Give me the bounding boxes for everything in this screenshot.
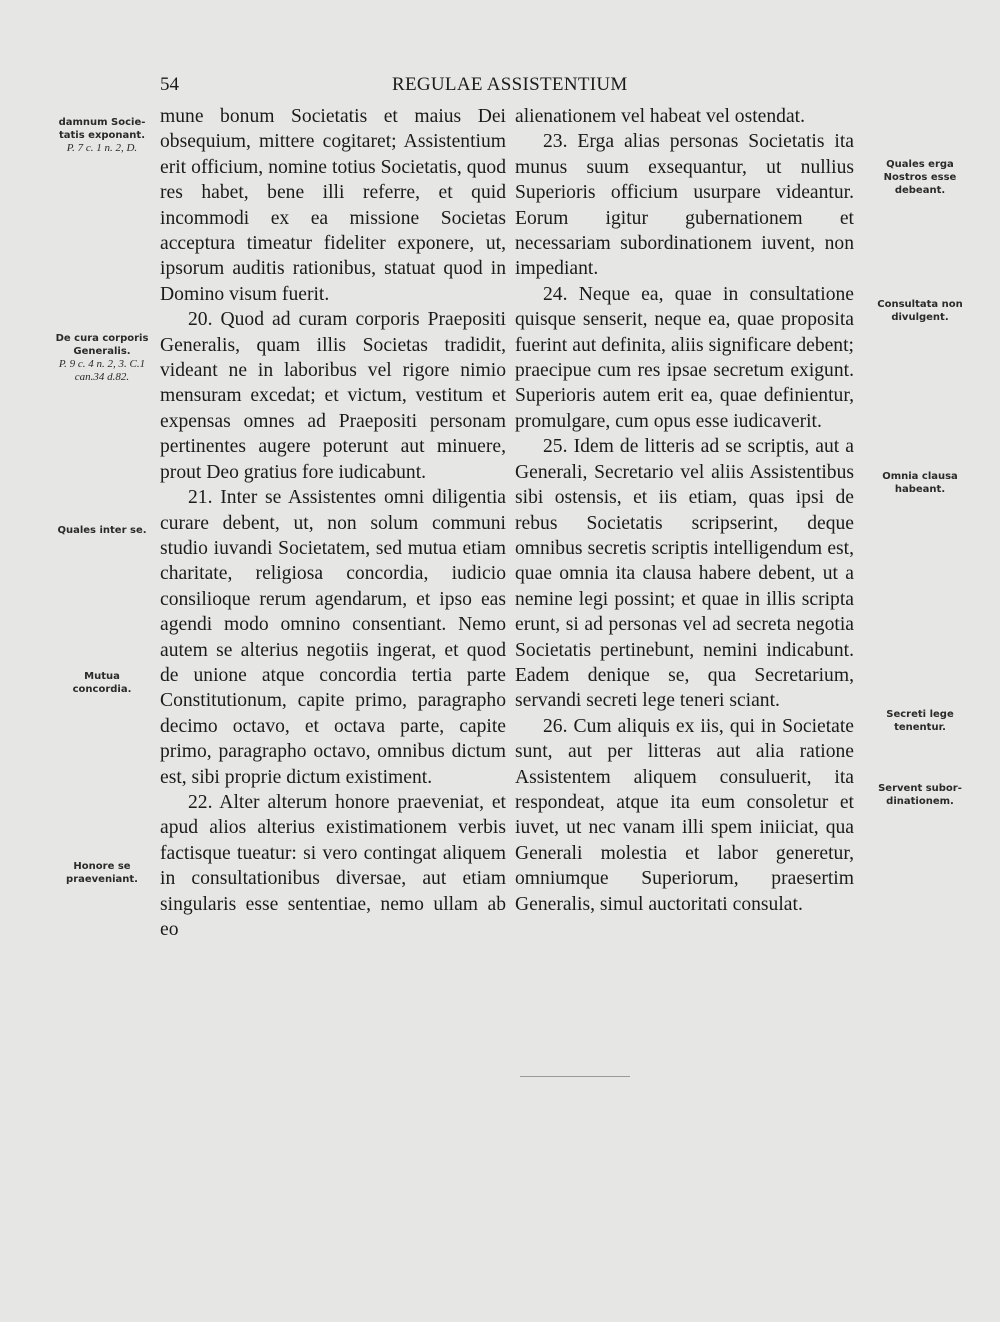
margin-note-left [54, 860, 150, 886]
right-text-column [515, 104, 854, 917]
margin-note-left [54, 670, 150, 696]
margin-note-text: Omnia clausa habeant. [882, 471, 958, 495]
paragraph: 21. Inter se Assistentes omni diligentia curare debent, ut, non solum communi studio iuvandi Societatem, sed mutua etiam charitate, religiosa concordia, iudicio consilioque rerum agendarum, et ipso eas agendi modo omnino consentiant. Nemo autem se alterius negotiis ingerat, et quod de unione atque concordia tertia parte Constitutionum, capite primo, paragrapho decimo octavo, et octava parte, capite primo, paragrapho octavo, omnibus dictum est, sibi proprie dictum existiment. [160, 487, 506, 788]
margin-note-right [870, 470, 970, 496]
paragraph: 23. Erga alias personas Societatis ita munus suum exsequantur, ut nullius Superioris officium usurpare videantur. Eorum igitur gubernationem et necessariam subordinationem iuvent, non impediant. [515, 131, 854, 280]
paragraph: 26. Cum aliquis ex iis, qui in Societate sunt, aut per litteras aut alia ratione Assistentem aliquem consuluerit, ita respondeat, atque ita eum consoletur et iuvet, ut nec vanam illi spem iniiciat, qua Generali molestia et labor generetur, omniumque Superiorum, praesertim Generalis, simul auctoritati consulat. [515, 715, 854, 915]
margin-note-reference: P. 9 c. 4 n. 2, 3. C.1 can.34 d.82. [58, 358, 146, 383]
paragraph: mune bonum Societatis et maius Dei obsequium, mittere cogitaret; Assistentium erit officium, nomine totius Societatis, quod res habet, bene illi referre, et quid incommodi ex ea missione Societas acceptura timeatur fideliter exponere, ut, ipsorum auditis rationibus, statuat quod in Domino visum fuerit. [160, 106, 506, 305]
margin-note-text: Secreti lege tenentur. [886, 709, 954, 733]
running-head [0, 74, 1000, 104]
paragraph: 20. Quod ad curam corporis Praepositi Generalis, quam illis Societas tradidit, videant ne in laboribus vel rigore nimio mensuram excedat; et victum, vestitum et expensas omnes ad Praepositi personam pertinentes augere poterunt aut minuere, prout Deo gratius fore iudicabunt. [160, 309, 506, 483]
margin-note-text: Consultata non divulgent. [877, 299, 963, 323]
margin-note-left [54, 524, 150, 537]
margin-note-text: Quales inter se. [57, 525, 147, 536]
margin-note-right [870, 782, 970, 808]
margin-note-left [54, 116, 150, 155]
margin-note-text: De cura corporis Generalis. [55, 333, 149, 357]
paragraph: 24. Neque ea, quae in consultatione quisque senserit, neque ea, quae proposita fuerint aut definita, aliis significare debent; praecipue cum res ipsae secretum exigunt. Superioris autem erit ea, quae definientur, promulgare, cum opus esse iudicaverit. [515, 283, 854, 432]
margin-note-text: Quales erga Nostros esse debeant. [883, 159, 957, 196]
margin-note-left [54, 332, 150, 384]
margin-note-right [870, 708, 970, 734]
margin-note-text: Servent subor-dinationem. [878, 783, 962, 807]
left-text-column [160, 104, 506, 942]
margin-note-right [870, 298, 970, 324]
margin-note-text: Honore se praeveniant. [66, 861, 138, 885]
page-number: 54 [160, 74, 179, 95]
margin-note-text: Mutua concordia. [72, 671, 132, 695]
paragraph: alienationem vel habeat vel ostendat. [515, 106, 805, 127]
margin-note-text: damnum Socie-tatis exponant. [58, 117, 146, 141]
running-title: REGULAE ASSISTENTIUM [392, 74, 628, 95]
paragraph: 22. Alter alterum honore praeveniat, et apud alios alterius existimationem verbis factisque tueatur: si vero contingat aliquem in consultationibus diversae, aut etiam singularis esse sententiae, nemo ullam ab eo [160, 791, 506, 940]
margin-note-right [870, 158, 970, 197]
margin-note-reference: P. 7 c. 1 n. 2, D. [66, 142, 138, 154]
paragraph: 25. Idem de litteris ad se scriptis, aut a Generali, Secretario vel aliis Assistentibus sibi ostensis, et iis etiam, quas ipsi de rebus Societatis scripserint, deque omnibus secretis scriptis intelligendum est, quae omnia ita clausa habere debent, ut a nemine legi possint; et quae in illis scripta erunt, si ad personas vel ad secreta negotia Societatis pertinebunt, nemini indicabunt. Eadem denique se, qua Secretarium, servandi secreti lege teneri sciant. [515, 436, 854, 712]
footer-rule [520, 1076, 630, 1077]
